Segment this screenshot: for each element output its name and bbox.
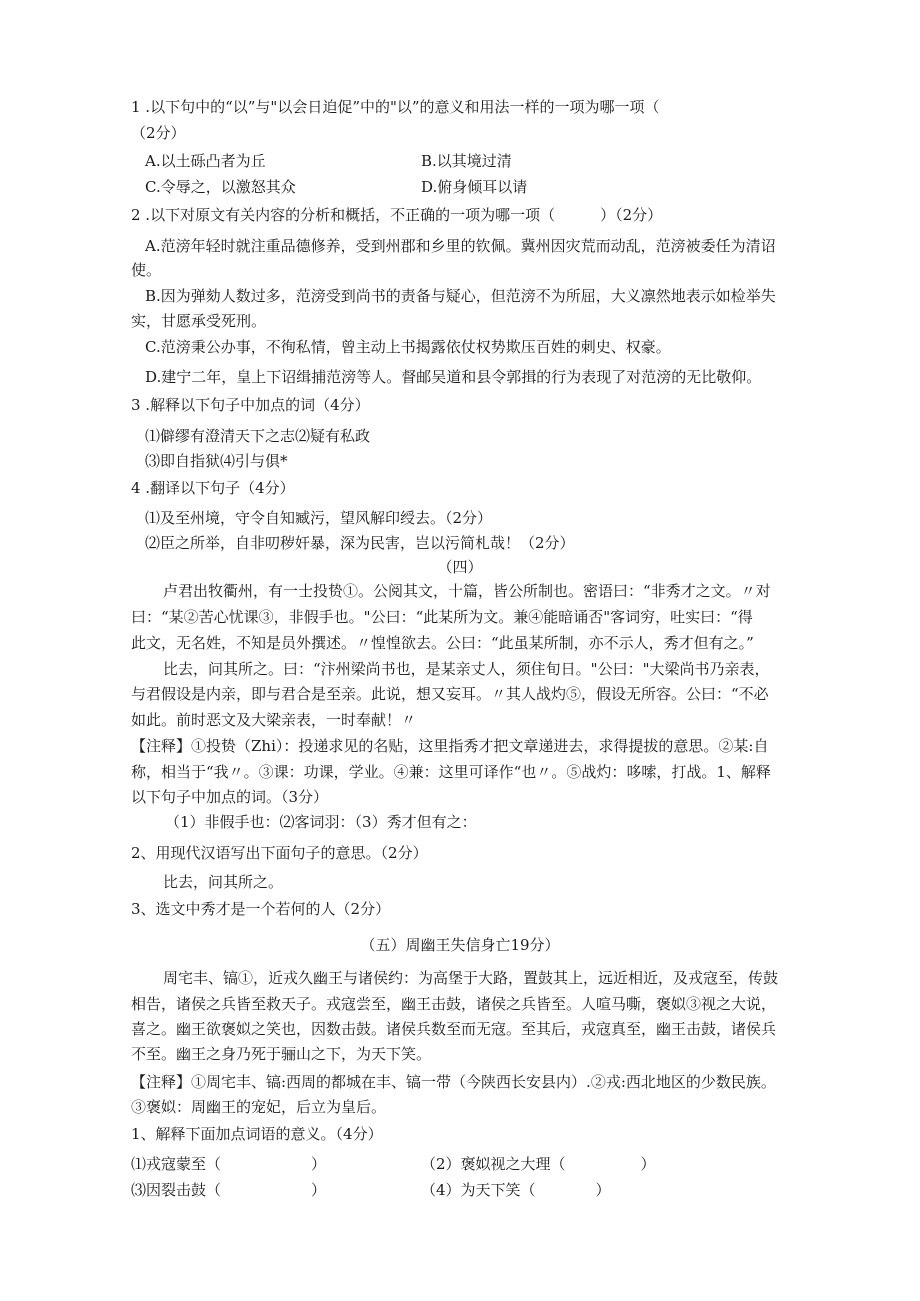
section4-p1-line2: 曰：“某②苦心忧课③，非假手也。"公曰：“此某所为文。兼④能暗诵否"客词穷，吐实曰：“得 (131, 608, 753, 626)
section4-p1-line3: 此文，无名姓，不知是员外撰述。〃惶惶欲去。公曰：“此虽某所制，亦不示人，秀才但有之。” (131, 634, 754, 652)
q2-option-a-line1: A.范滂年轻时就注重品德修养，受到州郡和乡里的钦佩。冀州因灾荒而动乱，范滂被委任为清诏 (145, 237, 776, 255)
section5-note-line2: ③褒姒：周幽王的宠妃，后立为皇后。 (131, 1098, 387, 1116)
section5-p1-line3: 喜之。幽王欲褒姒之笑也，因数击鼓。诸侯兵数至而无寇。至其后，戎寇真至，幽王击鼓，诸侯兵 (131, 1020, 777, 1038)
q1-option-a: A.以土砾凸者为丘 (145, 152, 266, 170)
section5-p1-line2: 相告，诸侯之兵皆至救天子。戎寇尝至，幽王击鼓，诸侯之兵皆至。人喧马嘶，褒姒③视之大说， (131, 995, 777, 1013)
q1-option-d: D.俯身倾耳以请 (421, 178, 528, 196)
q3-line1: ⑴僻缪有澄清天下之志⑵疑有私政 (145, 427, 371, 445)
section4-q3-stem: 3、选文中秀才是一个若何的人（2分） (131, 900, 391, 918)
section5-q1-stem: 1、解释下面加点词语的意义。（4分） (131, 1125, 383, 1143)
q2-option-d: D.建宁二年，皇上下诏缉捕范滂等人。督邮吴道和县令郭揖的行为表现了对范滂的无比敬仰。 (145, 368, 762, 386)
q4-line2: ⑵臣之所举，自非叨秽奸暴，深为民害，岂以污简札哉！（2分） (145, 534, 575, 552)
q1-option-b: B.以其境过清 (421, 152, 512, 170)
q2-option-b-line1: B.因为弹劾人数过多，范滂受到尚书的责备与疑心，但范滂不为所屈，大义凛然地表示如检举失 (145, 287, 776, 305)
q1-option-c: C.令辱之，以激怒其众 (145, 178, 296, 196)
q3-line2: ⑶即自指狱⑷引与俱* (145, 452, 288, 470)
section4-q1-items: （1）非假手也：⑵客词羽：（3）秀才但有之： (165, 813, 477, 831)
section4-heading: （四） (437, 558, 483, 576)
q1-stem: 1 .以下句中的“以”与"以会日迫促”中的"以”的意义和用法一样的一项为哪一项（ (131, 98, 660, 116)
q2-option-c: C.范滂秉公办事，不徇私情，曾主动上书揭露依仗权势欺压百姓的刺史、权豪。 (145, 338, 671, 356)
section4-p2-line1: 比去，问其所之。曰：“汴州梁尚书也，是某亲丈人，须住旬日。"公曰："大梁尚书乃亲表， (163, 660, 770, 678)
section5-item2: （2）褒姒视之大理（ ） (421, 1155, 656, 1173)
section4-p2-line3: 如此。前时恶文及大梁亲表，一时奉献！〃 (131, 711, 417, 729)
section5-item3: ⑶因裂击鼓（ ） (131, 1181, 327, 1199)
section4-p1-line1: 卢君出牧衢州，有一士投贽①。公阅其文，十篇，皆公所制也。密语曰：“非秀才之文。〃对 (163, 582, 771, 600)
q2-option-a-line2: 使。 (131, 261, 162, 279)
section5-item1: ⑴戎寇蒙至（ ） (131, 1155, 327, 1173)
section4-p2-line2: 与君假设是内亲，即与君合是至亲。此说，想又妄耳。〃其人战灼⑤，假设无所容。公曰：“不必 (131, 685, 769, 703)
section5-item4: （4）为天下笑（ ） (421, 1181, 611, 1199)
section4-q2-stem: 2、用现代汉语写出下面句子的意思。（2分） (131, 844, 428, 862)
section5-p1-line1: 周宅丰、镐①，近戎久幽王与诸侯约：为高堡于大路，置鼓其上，远近相近，及戎寇至，传鼓 (163, 969, 779, 987)
q2-stem: 2 .以下对原文有关内容的分析和概括，不正确的一项为哪一项（ ）（2分） (131, 206, 663, 224)
section5-note-line1: 【注释】①周宅丰、镐:西周的都城在丰、镐一带（今陕西长安县内）.②戎:西北地区的少数民族。 (131, 1073, 776, 1091)
section4-note-line2: 称，相当于“我〃。③课：功课，学业。④兼：这里可译作“也〃。⑤战灼：哆嗦，打战。1、解释 (131, 763, 771, 781)
q4-line1: ⑴及至州境，守令自知臧污，望风解印绶去。（2分） (145, 509, 493, 527)
q2-option-b-line2: 实，甘愿承受死刑。 (131, 312, 267, 330)
q4-stem: 4 .翻译以下句子（4分） (131, 479, 295, 497)
section5-p1-line4: 不至。幽王之身乃死于骊山之下，为天下笑。 (131, 1045, 432, 1063)
section4-note-line1: 【注释】①投贽（Zhi）：投递求见的名贴，这里指秀才把文章递进去，求得提拔的意思。②某:自 (131, 737, 769, 755)
section4-note-line3: 以下句子中加点的词。（3分） (131, 788, 329, 806)
section4-q2-text: 比去，问其所之。 (163, 873, 284, 891)
q3-stem: 3 .解释以下句子中加点的词（4分） (131, 396, 370, 414)
section5-heading: （五）周幽王失信身亡19分） (360, 936, 560, 954)
q1-score: （2分） (131, 124, 186, 142)
